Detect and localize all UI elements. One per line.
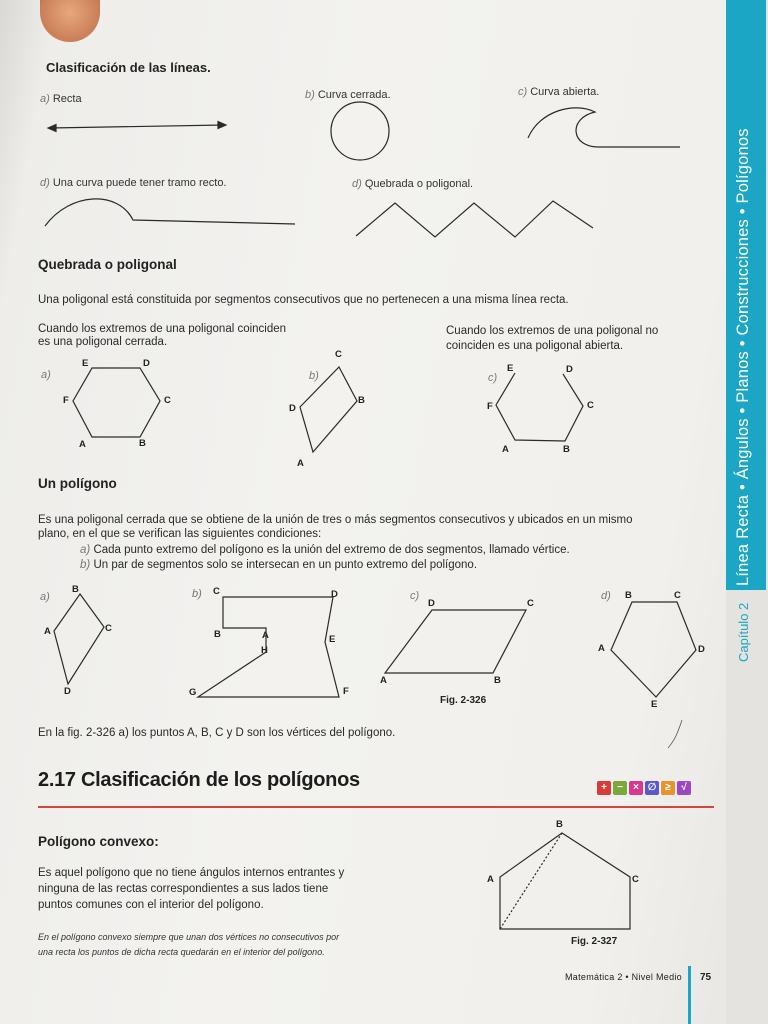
poly-b-E: E xyxy=(329,634,336,645)
poly-b-H: H xyxy=(261,645,268,656)
poly-c-C: C xyxy=(527,598,534,609)
chapter-topics: Línea Recta • Ángulos • Planos • Construcciones • Polígonos xyxy=(734,128,752,586)
poly-b-A: A xyxy=(262,630,269,641)
quad-b-C: C xyxy=(335,349,342,360)
poly-a-C: C xyxy=(105,623,112,634)
curve-with-straight xyxy=(45,199,295,226)
poligono-title: Un polígono xyxy=(38,476,117,491)
poly-a-A: A xyxy=(44,626,51,637)
pencil-mark xyxy=(668,720,682,748)
quad-b-letter: b) xyxy=(309,370,319,382)
label-curva-abierta: c) Curva abierta. xyxy=(518,86,600,98)
quad-b-B: B xyxy=(358,395,365,406)
hexagon-closed xyxy=(73,368,160,437)
hexagon-open xyxy=(496,373,583,441)
pentagon-shape xyxy=(611,602,696,697)
hex-a-C: C xyxy=(164,395,171,406)
hex-a-B: B xyxy=(139,438,146,449)
hex-c-E: E xyxy=(507,363,514,374)
poly-d-letter: d) xyxy=(601,590,611,602)
poly-a-shape xyxy=(54,594,104,684)
page-number: 75 xyxy=(700,972,712,983)
poly-b-B: B xyxy=(214,629,221,640)
hex-c-letter: c) xyxy=(488,372,498,384)
quad-closed xyxy=(300,367,357,452)
open-curve xyxy=(528,108,680,147)
pent-A: A xyxy=(487,874,494,885)
poly-b-shape xyxy=(198,597,339,697)
poligono-def-2: plano, en el que se verifican las siguientes condiciones: xyxy=(38,528,322,540)
convex-polygon-shape xyxy=(500,833,630,929)
arrow-right-icon xyxy=(218,122,226,129)
convexo-def-1: Es aquel polígono que no tiene ángulos internos entrantes y xyxy=(38,867,345,879)
empty-set-icon: ∅ xyxy=(645,781,659,795)
convexo-note-2: una recta los puntos de dicha recta quedarán en el interior del polígono. xyxy=(38,947,325,957)
convexo-def-3: puntos comunes con el interior del polígono. xyxy=(38,899,264,911)
hex-c-A: A xyxy=(502,444,509,455)
hex-c-C: C xyxy=(587,400,594,411)
label-quebrada: d) Quebrada o poligonal. xyxy=(352,178,474,190)
straight-line xyxy=(50,125,224,128)
open-text-2: coinciden es una poligonal abierta. xyxy=(446,340,624,352)
poly-d-E: E xyxy=(651,699,658,710)
diagonal-dashed xyxy=(500,833,562,929)
plus-icon: + xyxy=(597,781,611,795)
parallelogram-shape xyxy=(385,610,526,673)
square-root-icon: √ xyxy=(677,781,691,795)
poly-d-C: C xyxy=(674,590,681,601)
convexo-note-1: En el polígono convexo siempre que unan dos vértices no consecutivos por xyxy=(38,932,340,942)
quebrada-intro: Una poligonal está constituida por segmentos consecutivos que no pertenecen a una misma línea recta. xyxy=(38,294,569,306)
hex-a-D: D xyxy=(143,358,150,369)
poly-d-D: D xyxy=(698,644,705,655)
hex-c-B: B xyxy=(563,444,570,455)
fig-2-326-note: En la fig. 2-326 a) los puntos A, B, C y D son los vértices del polígono. xyxy=(38,727,396,739)
hex-c-F: F xyxy=(487,401,493,412)
label-recta: a) Recta xyxy=(40,93,82,105)
poly-b-G: G xyxy=(189,687,197,698)
arrow-left-icon xyxy=(48,125,56,132)
hex-a-F: F xyxy=(63,395,69,406)
condition-b: b) Un par de segmentos solo se intersecan en un punto extremo del polígono. xyxy=(80,559,478,571)
pent-B: B xyxy=(556,819,563,830)
quad-b-D: D xyxy=(289,403,296,414)
poly-d-B: B xyxy=(625,590,632,601)
poly-b-C: C xyxy=(213,586,220,597)
lines-title: Clasificación de las líneas. xyxy=(46,60,211,75)
chapter-number: Capítulo 2 xyxy=(736,602,751,662)
minus-icon: − xyxy=(613,781,627,795)
fig-2-327-label: Fig. 2-327 xyxy=(571,936,618,947)
hex-a-E: E xyxy=(82,358,89,369)
poly-a-B: B xyxy=(72,584,79,595)
convexo-title: Polígono convexo: xyxy=(38,834,159,849)
poly-a-D: D xyxy=(64,686,71,697)
poly-a-letter: a) xyxy=(40,591,50,603)
fig-2-326-label: Fig. 2-326 xyxy=(440,695,487,706)
footer-book-title: Matemática 2 • Nivel Medio xyxy=(565,972,682,982)
quad-b-A: A xyxy=(297,458,304,469)
greater-equal-icon: ≥ xyxy=(661,781,675,795)
open-text-1: Cuando los extremos de una poligonal no xyxy=(446,325,659,337)
poly-b-D: D xyxy=(331,589,338,600)
label-curva-cerrada: b) Curva cerrada. xyxy=(305,89,391,101)
closed-text-2: es una poligonal cerrada. xyxy=(38,336,168,348)
closed-curve xyxy=(331,102,389,160)
convexo-def-2: ninguna de las rectas correspondientes a sus lados tiene xyxy=(38,883,329,895)
poly-c-B: B xyxy=(494,675,501,686)
pent-C: C xyxy=(632,874,639,885)
label-curva-tramo-recto: d) Una curva puede tener tramo recto. xyxy=(40,177,227,189)
poly-c-A: A xyxy=(380,675,387,686)
poly-d-A: A xyxy=(598,643,605,654)
poly-c-letter: c) xyxy=(410,590,420,602)
zigzag-line xyxy=(356,201,593,237)
hex-a-A: A xyxy=(79,439,86,450)
times-icon: × xyxy=(629,781,643,795)
quebrada-title: Quebrada o poligonal xyxy=(38,257,177,272)
poligono-def-1: Es una poligonal cerrada que se obtiene de la unión de tres o más segmentos consecutivos y ubicados en un mismo xyxy=(38,514,633,526)
poly-c-D: D xyxy=(428,598,435,609)
hex-c-D: D xyxy=(566,364,573,375)
hex-a-letter: a) xyxy=(41,369,51,381)
poly-b-letter: b) xyxy=(192,588,202,600)
section-title: 2.17 Clasificación de los polígonos xyxy=(38,769,360,791)
condition-a: a) Cada punto extremo del polígono es la unión del extremo de dos segmentos, llamado vértice. xyxy=(80,544,570,556)
poly-b-F: F xyxy=(343,686,349,697)
closed-text-1: Cuando los extremos de una poligonal coinciden xyxy=(38,323,287,335)
